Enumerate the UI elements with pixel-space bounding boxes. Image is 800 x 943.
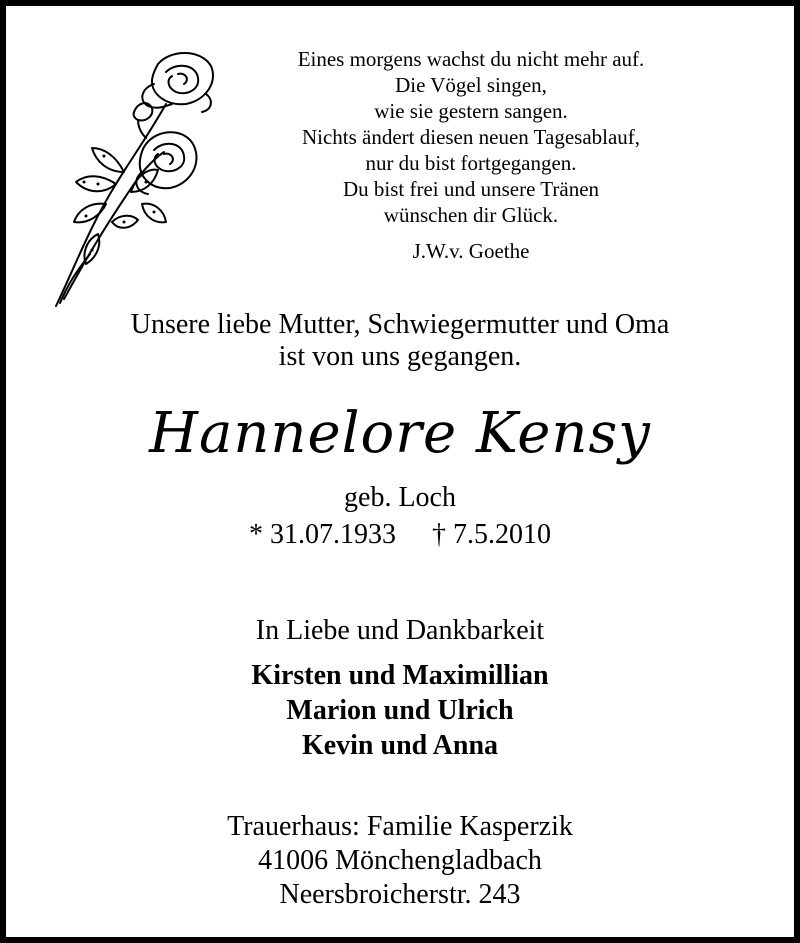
poem-line: Nichts ändert diesen neuen Tagesablauf,	[301, 125, 641, 149]
rose-icon	[46, 44, 226, 309]
poem-line: wünschen dir Glück.	[383, 203, 559, 227]
birth-date: * 31.07.1933	[249, 519, 396, 550]
life-dates	[6, 518, 794, 552]
death-date: † 7.5.2010	[432, 519, 551, 550]
intro-text	[6, 309, 794, 373]
address-line-3: Neersbroicherstr. 243	[279, 879, 521, 910]
intro-line-2: ist von uns gegangen.	[278, 341, 522, 372]
poem-line: Die Vögel singen,	[395, 73, 547, 97]
maiden-name: geb. Loch	[344, 482, 456, 513]
poem	[236, 46, 706, 264]
poem-line: wie sie gestern sangen.	[374, 99, 568, 123]
dedication: In Liebe und Dankbarkeit	[255, 615, 545, 646]
intro-line-1: Unsere liebe Mutter, Schwiegermutter und Oma	[130, 309, 670, 340]
poem-line: Eines morgens wachst du nicht mehr auf.	[297, 47, 645, 71]
address-line-2: 41006 Mönchengladbach	[258, 845, 542, 876]
poem-line: nur du bist fortgegangen.	[365, 151, 577, 175]
poem-line: Du bist frei und unsere Tränen	[342, 177, 600, 201]
mourning-address	[6, 810, 794, 912]
family-member: Kevin und Anna	[301, 730, 499, 761]
family-member: Kirsten und Maximillian	[251, 660, 549, 691]
poem-author: J.W.v. Goethe	[412, 239, 530, 263]
address-line-1: Trauerhaus: Familie Kasperzik	[227, 811, 573, 842]
family-member: Marion und Ulrich	[286, 695, 514, 726]
deceased-name: Hannelore Kensy	[149, 401, 651, 466]
family-list	[6, 658, 794, 763]
